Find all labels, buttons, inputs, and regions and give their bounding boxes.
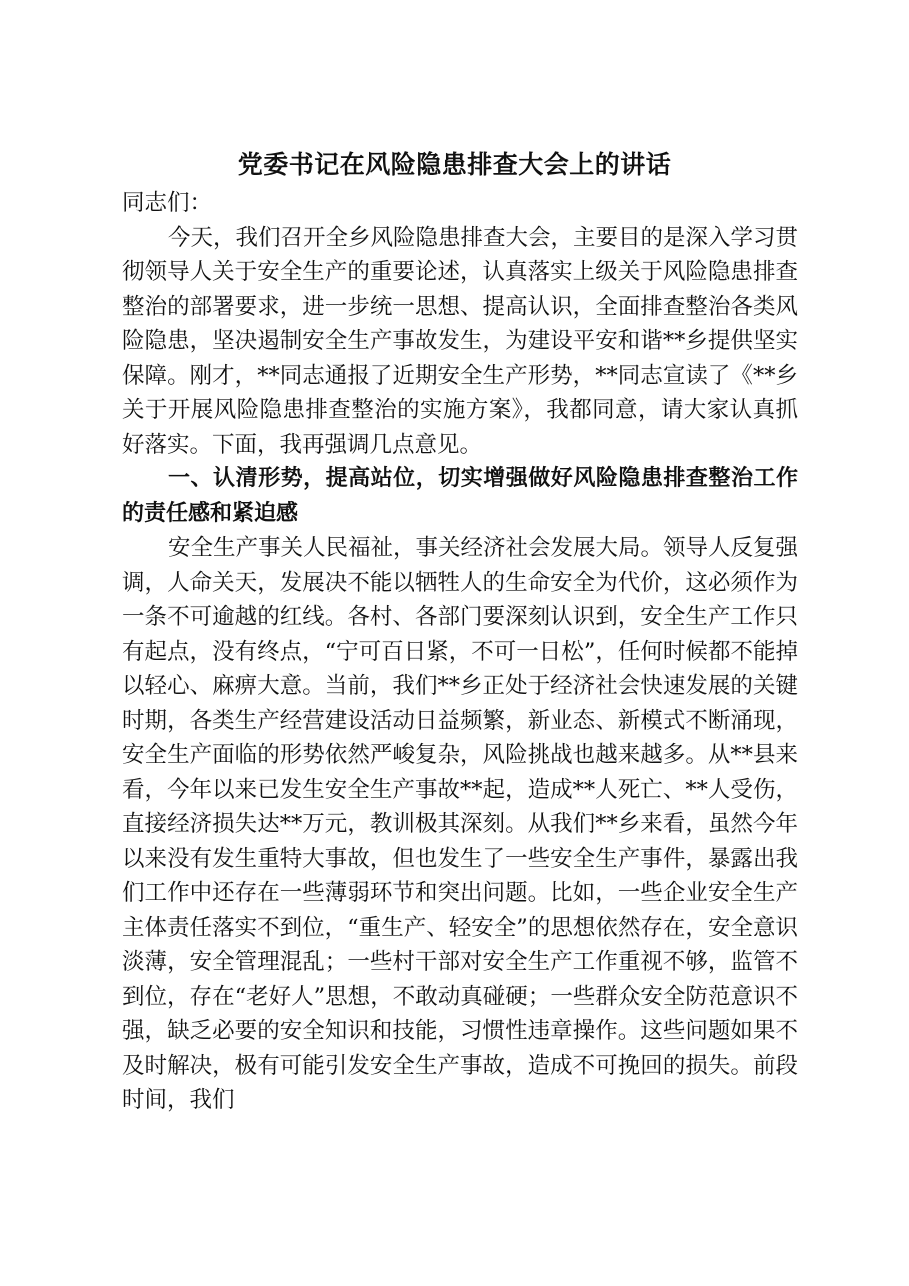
document-body bbox=[122, 186, 798, 1118]
document-title: 党委书记在风险隐患排查大会上的讲话 bbox=[237, 150, 672, 179]
intro-paragraph: 今天，我们召开全乡风险隐患排查大会，主要目的是深入学习贯彻领导人关于安全生产的重要论述，认真落实上级关于风险隐患排查整治的部署要求，进一步统一思想、提高认识，全面排查整治各类风险隐患，坚决遏制安全生产事故发生，为建设平安和谐**乡提供坚实保障。刚才，**同志通报了近期安全生产形势，**同志宣读了《**乡关于开展风险隐患排查整治的实施方案》，我都同意，请大家认真抓好落实。下面，我再强调几点意见。 bbox=[122, 224, 799, 458]
salutation: 同志们： bbox=[122, 190, 213, 216]
section-heading: 一、认清形势，提高站位，切实增强做好风险隐患排查整治工作的责任感和紧迫感 bbox=[122, 466, 798, 526]
section-paragraph: 安全生产事关人民福祉，事关经济社会发展大局。领导人反复强调，人命关天，发展决不能以牺牲人的生命安全为代价，这必须作为一条不可逾越的红线。各村、各部门要深刻认识到，安全生产工作只有起点，没有终点，“宁可百日紧，不可一日松”，任何时候都不能掉以轻心、麻痹大意。当前，我们**乡正处于经济社会快速发展的关键时期，各类生产经营建设活动日益频繁，新业态、新模式不断涌现，安全生产面临的形势依然严峻复杂，风险挑战也越来越多。从**县来看，今年以来已发生安全生产事故**起，造成**人死亡、**人受伤，直接经济损失达**万元，教训极其深刻。从我们**乡来看，虽然今年以来没有发生重特大事故，但也发生了一些安全生产事件，暴露出我们工作中还存在一些薄弱环节和突出问题。比如，一些企业安全生产主体责任落实不到位，“重生产、轻安全”的思想依然存在，安全意识淡薄，安全管理混乱；一些村干部对安全生产工作重视不够，监管不到位，存在“老好人”思想，不敢动真碰硬；一些群众安全防范意识不强，缺乏必要的安全知识和技能，习惯性违章操作。这些问题如果不及时解决，极有可能引发安全生产事故，造成不可挽回的损失。前段时间，我们 bbox=[122, 535, 799, 1113]
